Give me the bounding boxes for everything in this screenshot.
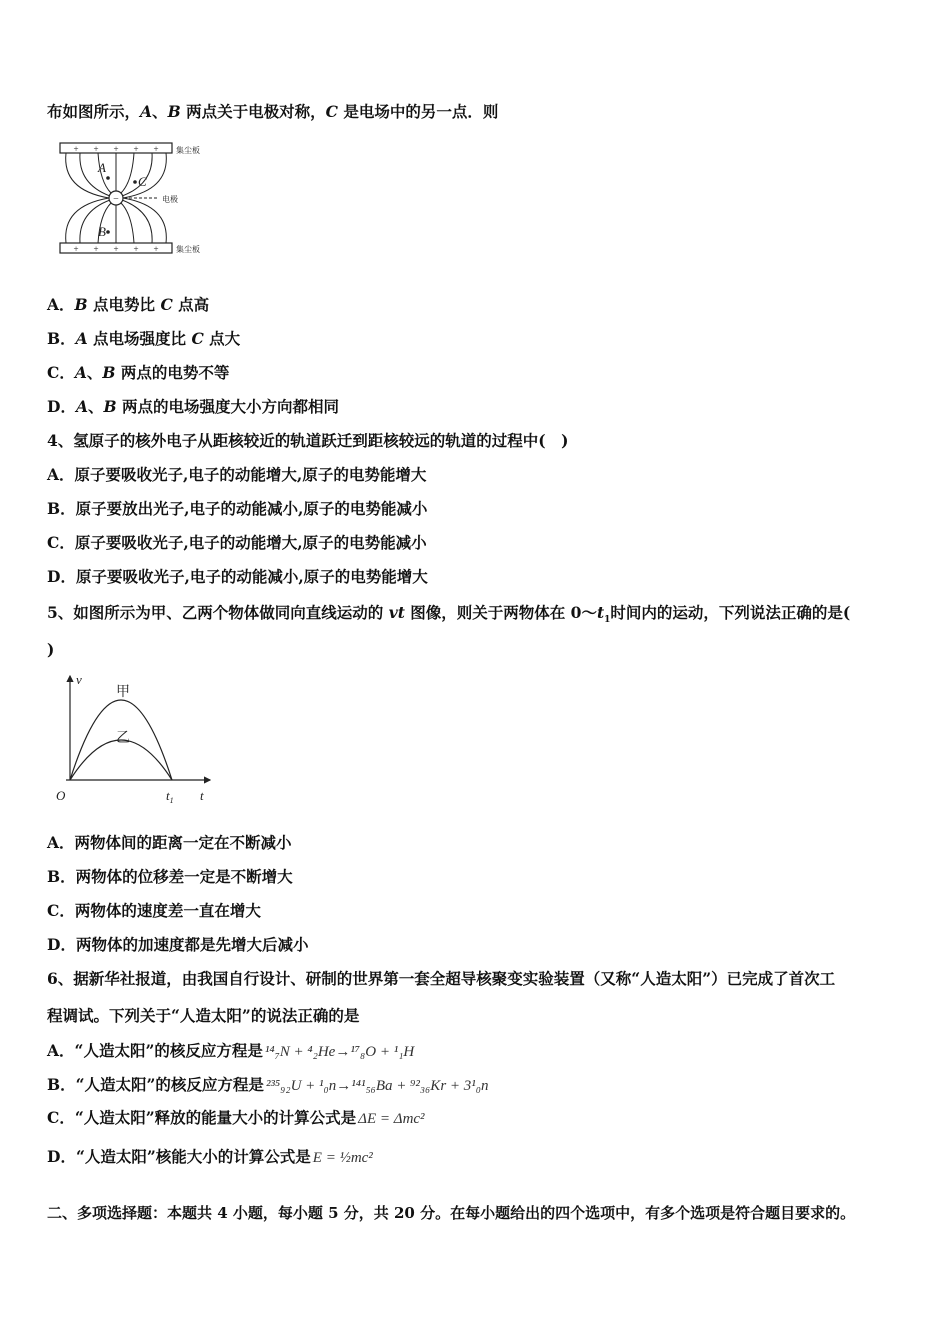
- point-b-label: B: [98, 224, 106, 239]
- plus-sign: +: [113, 244, 119, 254]
- formula-b: ²³⁵₉₂U + ¹₀n→¹⁴¹₅₆Ba + ⁹²₃₆Kr + 3¹₀n: [265, 1078, 489, 1094]
- electrode-label: 电极: [162, 195, 178, 204]
- y-axis-label: v: [76, 672, 82, 687]
- q5-stem: 5、如图所示为甲、乙两个物体做同向直线运动的 vt 图像，则关于两物体在 $0\sim t_1$时间内的运动，下列说法正确的是(: [47, 603, 851, 626]
- plus-sign: +: [93, 244, 99, 254]
- q4-option-c: C．原子要吸收光子,电子的动能增大,原子的电势能减小: [47, 533, 427, 552]
- q6-stem-line1: 6、据新华社报道，由我国自行设计、研制的世界第一套全超导核聚变实验装置（又称“人造太阳”）已完成了首次工: [47, 969, 836, 988]
- formula-c: ΔE = Δmc²: [358, 1111, 425, 1127]
- q4-option-b: B．原子要放出光子,电子的动能减小,原子的电势能减小: [47, 499, 428, 518]
- q5-option-a: A．两物体间的距离一定在不断减小: [47, 833, 292, 852]
- q5-stem-end: ): [47, 640, 55, 659]
- q3-stem: 布如图所示，A、B 两点关于电极对称，C 是电场中的另一点．则: [47, 102, 499, 121]
- series-yi-label: 乙: [116, 731, 130, 746]
- series-yi-curve: [70, 740, 172, 780]
- q5-option-c: C．两物体的速度差一直在增大: [47, 901, 261, 920]
- x-axis-label: t: [200, 788, 204, 803]
- q4-option-d: D．原子要吸收光子,电子的动能减小,原子的电势能增大: [47, 567, 428, 586]
- q6-option-c: C．“人造太阳”释放的能量大小的计算公式是 ΔE = Δmc²: [47, 1108, 425, 1127]
- q5-option-b: B．两物体的位移差一定是不断增大: [47, 867, 293, 886]
- plus-sign: +: [133, 244, 139, 254]
- point-a-label: A: [98, 160, 106, 175]
- plus-sign: +: [73, 244, 79, 254]
- t1-tick-label: $t_1$: [166, 788, 174, 805]
- q3-option-a: A．B 点电势比 C 点高: [47, 295, 210, 314]
- q3-option-d: D．A、B 两点的电场强度大小方向都相同: [47, 397, 340, 416]
- q4-stem: 4、氢原子的核外电子从距核较近的轨道跃迁到距核较远的轨道的过程中( ): [47, 431, 569, 450]
- formula-d: E = ½mc²: [312, 1150, 373, 1166]
- q3-option-c: C．A、B 两点的电势不等: [47, 363, 230, 382]
- section-2-title: 二、多项选择题：本题共 4 小题，每小题 5 分，共 20 分。在每小题给出的四个选项中，有多个选项是符合题目要求的。: [47, 1204, 856, 1222]
- formula-a: ¹⁴₇N + ⁴₂He→¹⁷₈O + ¹₁H: [264, 1044, 415, 1060]
- q6-option-b: B．“人造太阳”的核反应方程是 ²³⁵₉₂U + ¹₀n→¹⁴¹₅₆Ba + ⁹²₃₆Kr + 3¹₀n: [47, 1075, 489, 1094]
- q6-option-d: D．“人造太阳”核能大小的计算公式是 E = ½mc²: [47, 1147, 373, 1166]
- series-jia-label: 甲: [116, 685, 130, 700]
- origin-label: O: [56, 788, 66, 803]
- plus-sign: +: [133, 144, 139, 154]
- q5-option-d: D．两物体的加速度都是先增大后减小: [47, 935, 309, 954]
- q4-option-a: A．原子要吸收光子,电子的动能增大,原子的电势能增大: [47, 465, 427, 484]
- q6-stem-line2: 程调试。下列关于“人造太阳”的说法正确的是: [47, 1006, 360, 1025]
- plate-label-bottom: 集尘板: [176, 245, 200, 254]
- plus-sign: +: [73, 144, 79, 154]
- plus-sign: +: [113, 144, 119, 154]
- q3-option-b: B．A 点电场强度比 C 点大: [47, 329, 241, 348]
- plus-sign: +: [153, 244, 159, 254]
- electric-field-figure: [58, 140, 218, 258]
- vt-graph: [52, 670, 222, 810]
- point-c-label: C: [138, 174, 147, 189]
- plus-sign: +: [93, 144, 99, 154]
- q6-option-a: A．“人造太阳”的核反应方程是 ¹⁴₇N + ⁴₂He→¹⁷₈O + ¹₁H: [47, 1041, 415, 1060]
- plus-sign: +: [153, 144, 159, 154]
- plate-label-top: 集尘板: [176, 146, 200, 155]
- electrode-minus: −: [113, 194, 119, 205]
